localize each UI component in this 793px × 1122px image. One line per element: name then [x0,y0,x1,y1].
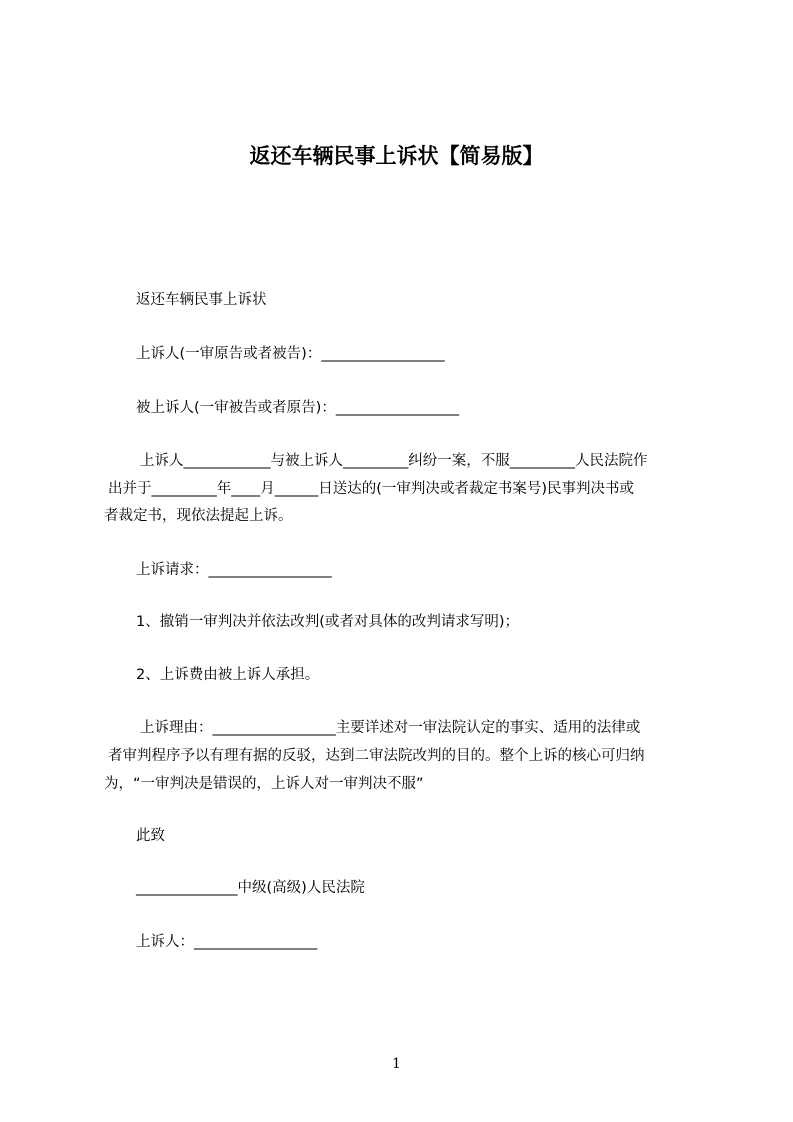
appellant-line: 上诉人(一审原告或者被告)：_________________ [136,346,445,362]
appeal-request-label: 上诉请求：_________________ [136,562,332,578]
court-line: ______________中级(高级)人民法院 [136,880,365,896]
page-number: 1 [392,1056,401,1072]
appeal-request-2: 2、上诉费由被上诉人承担。 [136,667,320,683]
document-heading: 返还车辆民事上诉状 [136,292,267,308]
salutation: 此致 [136,828,165,844]
signature-line: 上诉人：_________________ [136,934,318,950]
appellee-line: 被上诉人(一审被告或者原告)：_________________ [136,400,460,416]
document-title: 返还车辆民事上诉状【简易版】 [249,144,544,168]
intro-line-2: 出并于_________年____月______日送达的(一审判决或者裁定书案号)民事判决书或 [108,481,635,497]
intro-line-3: 者裁定书，现依法提起上诉。 [104,508,293,524]
reason-line-3: 为，“一审判决是错误的，上诉人对一审判决不服” [104,776,424,792]
intro-line-1: 上诉人____________与被上诉人_________纠纷一案，不服_________人民法院作 [140,453,648,469]
appeal-request-1: 1、撤销一审判决并依法改判(或者对具体的改判请求写明)； [136,614,520,630]
reason-line-2: 者审判程序予以有理有据的反驳，达到二审法院改判的目的。整个上诉的核心可归纳 [108,748,645,764]
reason-line-1: 上诉理由：_________________主要详述对一审法院认定的事实、适用的法律或 [140,720,641,736]
